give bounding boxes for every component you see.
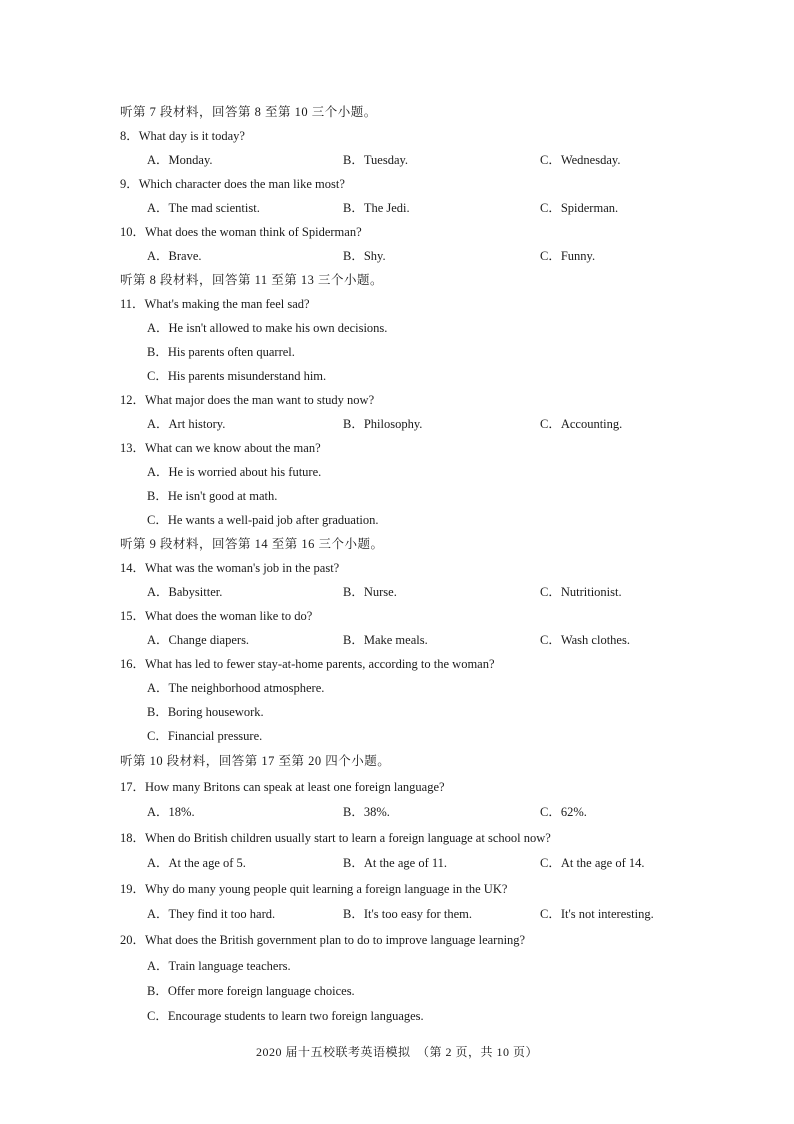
question-text: 20．What does the British government plan to do to improve language learning? [120,933,526,947]
option-c: C．Encourage students to learn two foreign languages. [147,1009,424,1023]
option-b: B．Offer more foreign language choices. [147,984,355,998]
option-a: A．Change diapers. [147,633,250,647]
question-text: 17．How many Britons can speak at least one foreign language? [120,780,445,794]
option-a: A．Brave. [147,249,202,263]
option-a: A．They find it too hard. [147,907,276,921]
option-b: B．It's too easy for them. [343,907,472,921]
option-a: A．Train language teachers. [147,959,291,973]
section-header: 听第 7 段材料，回答第 8 至第 10 三个小题。 [120,105,377,119]
option-b: B．At the age of 11. [343,856,448,870]
section-header: 听第 9 段材料，回答第 14 至第 16 三个小题。 [120,537,384,551]
option-b: B．Shy. [343,249,386,263]
option-c: C．He wants a well-paid job after graduation. [147,513,379,527]
option-a: A．He is worried about his future. [147,465,322,479]
option-c: C．Funny. [540,249,596,263]
question-text: 8．What day is it today? [120,129,245,143]
option-a: A．The mad scientist. [147,201,260,215]
question-text: 13．What can we know about the man? [120,441,321,455]
section-header: 听第 8 段材料，回答第 11 至第 13 三个小题。 [120,273,384,287]
option-b: B．Tuesday. [343,153,409,167]
option-a: A．The neighborhood atmosphere. [147,681,325,695]
option-a: A．Babysitter. [147,585,223,599]
question-text: 9．Which character does the man like most? [120,177,345,191]
option-a: A．Art history. [147,417,226,431]
question-text: 12．What major does the man want to study now? [120,393,375,407]
option-b: B．Philosophy. [343,417,423,431]
option-a: A．At the age of 5. [147,856,246,870]
option-c: C．Financial pressure. [147,729,263,743]
option-a: A．He isn't allowed to make his own decisions. [147,321,388,335]
question-text: 19．Why do many young people quit learning a foreign language in the UK? [120,882,508,896]
option-c: C．His parents misunderstand him. [147,369,327,383]
option-b: B．38%. [343,805,390,819]
option-b: B．His parents often quarrel. [147,345,295,359]
option-c: C．It's not interesting. [540,907,654,921]
option-c: C．At the age of 14. [540,856,645,870]
question-text: 16．What has led to fewer stay-at-home parents, according to the woman? [120,657,495,671]
option-c: C．Wash clothes. [540,633,630,647]
option-c: C．Spiderman. [540,201,619,215]
question-text: 11．What's making the man feel sad? [120,297,310,311]
section-header: 听第 10 段材料，回答第 17 至第 20 四个小题。 [120,754,391,768]
option-a: A．18%. [147,805,195,819]
question-text: 18．When do British children usually start to learn a foreign language at school now? [120,831,551,845]
option-c: C．Wednesday. [540,153,621,167]
option-c: C．62%. [540,805,587,819]
option-a: A．Monday. [147,153,213,167]
question-text: 15．What does the woman like to do? [120,609,313,623]
option-b: B．Make meals. [343,633,428,647]
option-c: C．Nutritionist. [540,585,622,599]
option-b: B．Nurse. [343,585,397,599]
question-text: 10．What does the woman think of Spiderman? [120,225,362,239]
page-footer: 2020 届十五校联考英语模拟 （第 2 页，共 10 页） [255,1045,538,1059]
option-b: B．Boring housework. [147,705,264,719]
option-b: B．He isn't good at math. [147,489,278,503]
option-c: C．Accounting. [540,417,623,431]
question-text: 14．What was the woman's job in the past? [120,561,340,575]
option-b: B．The Jedi. [343,201,410,215]
